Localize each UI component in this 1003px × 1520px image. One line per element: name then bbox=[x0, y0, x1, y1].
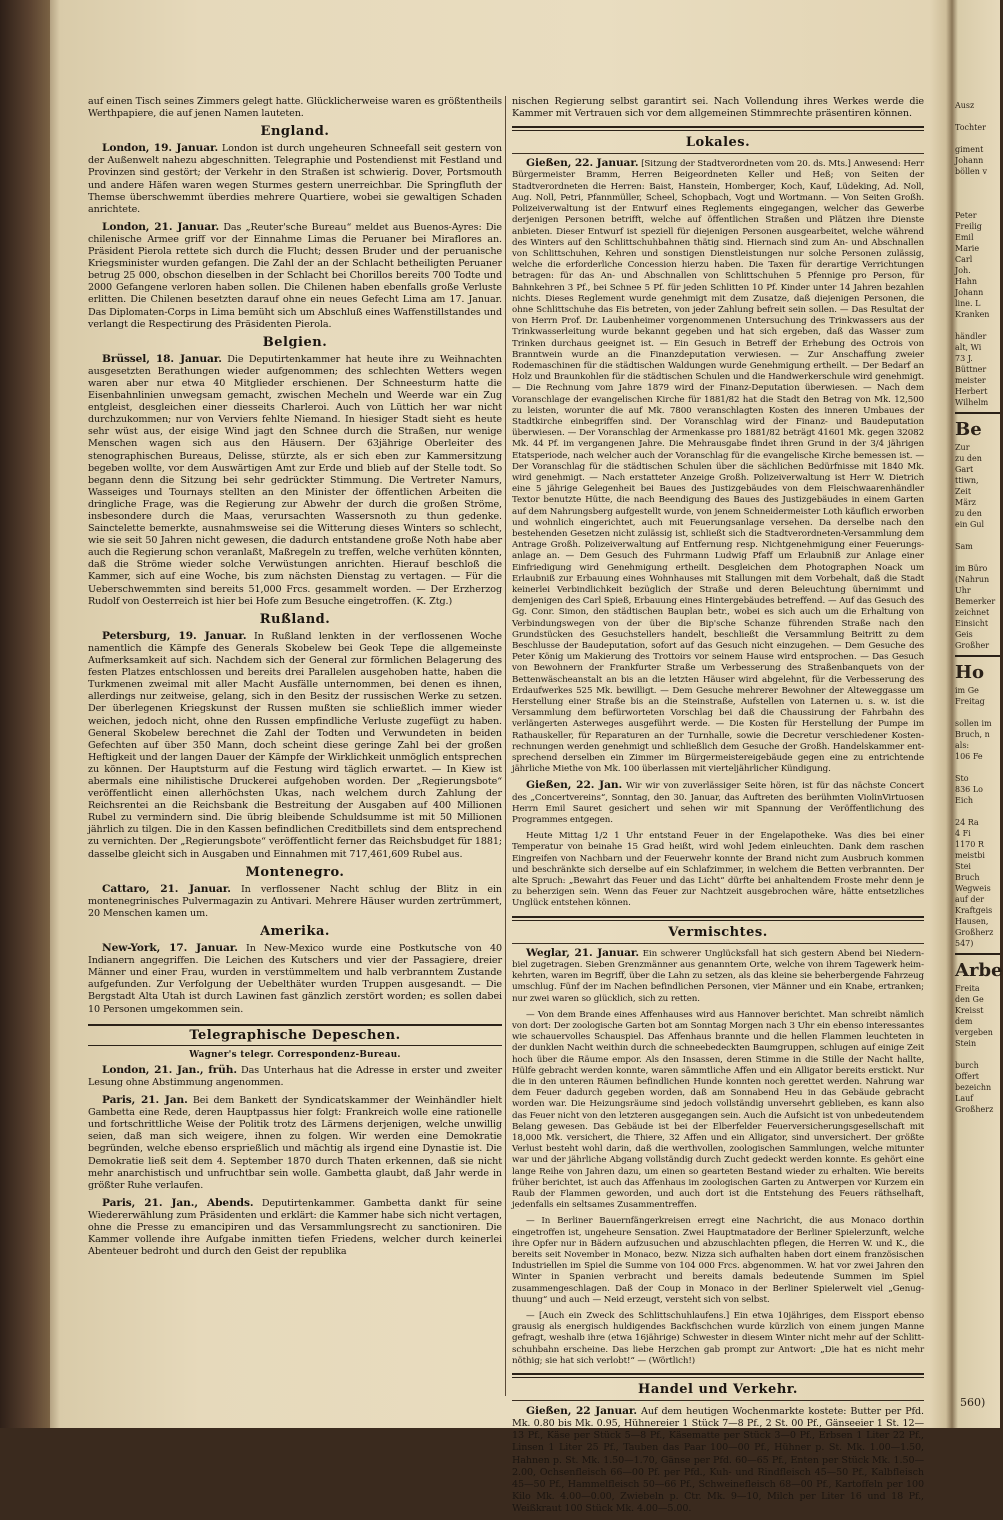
section-rule bbox=[512, 126, 924, 131]
edge-text-line: Sto bbox=[955, 774, 969, 783]
edge-text-line: Stein bbox=[955, 1039, 977, 1048]
edge-text-line: zu den bbox=[955, 454, 982, 463]
section-title-belgien: Belgien. bbox=[262, 334, 328, 350]
section-rule bbox=[512, 916, 924, 921]
edge-text-line: Johann bbox=[955, 288, 984, 297]
edge-text-line: line. L bbox=[955, 299, 981, 308]
edge-text-line bbox=[955, 707, 1000, 718]
dateline: Brüssel, 18. Januar. bbox=[102, 352, 222, 365]
article-paragraph: — In Berliner Bauernfängerkreisen erregt eine Nachricht, die aus Monaco dorthin eingetroffen ist, ungeheure Sensation. Zwei Hauptmatadore der Berliner Spielerzunft, welche ihre Opfer nur in Bädern aufzusuchen und abzuschlachten pflegen, die Herren W. und K., die bereits seit November in Monaco, bezw. Nizza sich aufhalten haben dort einem französischen Industriellen im Spiel die Summe von 104 000 Frcs. abgenommen. W. hat vor zwei Jahren den Winter in Spanien verbracht und bereits damals bedeutende Summen im Spiel zusammengeschlagen. Daß der Coup in Monaco in der Berliner Spielerwelt viel „Genugthuung“ und auch — Neid erzeugt, versteht sich von selbst. bbox=[512, 1216, 924, 1305]
edge-text-line bbox=[955, 1049, 1000, 1060]
dateline: London, 21. Januar. bbox=[102, 220, 220, 233]
article-paragraph: Paris, 21. Jan. Bei dem Bankett der Syndicatskammer der Weinhändler hielt Gambetta eine Rede, deren Hauptpassus hier folgt: Frankreich wolle eine rationelle und fortschrittliche Weise der Politik trotz des Lärmens derjenigen, welche unwillig seien, daß man sich weigere, ihnen zu folgen. Wir werden eine Demokratie begründen, welche ebenso ersprießlich und mächtig als irgend eine Dynastie ist. Die Demokratie ließ seit dem 4. September 1870 durch Thaten erkennen, daß sie nicht mehr anarchistisch und unfruchtbar sein wolle. Gambetta glaubt, daß Jahr werde in größter Ruhe verlaufen. bbox=[88, 1094, 502, 1191]
edge-text-line: im Ge bbox=[955, 686, 979, 695]
edge-text-line: 24 Ra bbox=[955, 818, 979, 827]
edge-text-line bbox=[955, 530, 1000, 541]
edge-text-line: Großher bbox=[955, 641, 990, 650]
dateline: Paris, 21. Jan. bbox=[102, 1094, 188, 1107]
edge-text-line: Lauf bbox=[955, 1094, 974, 1103]
edge-text-line: ein Gul bbox=[955, 520, 985, 529]
edge-text-line bbox=[955, 111, 1000, 122]
edge-text-line: Freilig bbox=[955, 222, 982, 231]
dateline: Petersburg, 19. Januar. bbox=[102, 629, 247, 642]
edge-text-line: giment bbox=[955, 145, 984, 154]
edge-text-line: meistbi bbox=[955, 851, 985, 860]
edge-text-line: Carl bbox=[955, 255, 973, 264]
article-paragraph: New-York, 17. Januar. In New-Mexico wurde eine Postkutsche von 40 Indianern angegriffen. Die Leichen des Kutschers und vier der Passagiere, dreier Männer und einer Frau, wurden in verstümmeltem und halb verbranntem Zustande aufgefunden. Zur Verfolgung der Uebelthäter wurden Truppen ausgesandt. — Die Bergstadt Alta Utah ist durch Lawinen fast gänzlich zerstört worden; es sollen dabei 10 Personen umgekommen sein. bbox=[88, 942, 502, 1015]
edge-text-line: Kranken bbox=[955, 310, 990, 319]
edge-text-line: Großherz bbox=[955, 1105, 994, 1114]
edge-text-line: (Nahrun bbox=[955, 575, 990, 584]
edge-text-line: zeichnet bbox=[955, 608, 990, 617]
edge-heading: Arbe bbox=[955, 960, 1003, 981]
edge-text-line: zu den bbox=[955, 509, 982, 518]
article-paragraph: — [Auch ein Zweck des Schlittschuhlaufens.] Ein etwa 10jähriges, dem Eissport ebenso grausig als energisch huldigendes Backfischchen wurde kürzlich von einem jungen Manne gefragt, weshalb ihre (etwa 16jährige) Schwester in diesem Winter nicht mehr auf der Schlittschuhbahn erscheine. Das liebe Herzchen gab prompt zur Antwort: „Die hat es nicht mehr nöthig; sie hat sich verlobt!“ — (Wörtlich!) bbox=[512, 1311, 924, 1366]
edge-text-line bbox=[955, 188, 1000, 199]
edge-text-line: Einsicht bbox=[955, 619, 989, 628]
edge-text-line: Büttner bbox=[955, 365, 987, 374]
section-subtitle: Wagner's telegr. Correspondenz-Bureau. bbox=[189, 1049, 401, 1060]
edge-text-line: auf der bbox=[955, 895, 985, 904]
edge-text-line: Uhr bbox=[955, 586, 971, 595]
dateline: Gießen, 22. Januar. bbox=[526, 157, 639, 170]
edge-text-line bbox=[955, 552, 1000, 563]
section-rule bbox=[512, 1400, 924, 1401]
edge-text-line: Ausz bbox=[955, 101, 975, 110]
edge-text-line: Wilhelm bbox=[955, 398, 989, 407]
dateline: Paris, 21. Jan., Abends. bbox=[102, 1196, 254, 1209]
edge-text-line: Tochter bbox=[955, 123, 986, 132]
edge-text-line bbox=[955, 177, 1000, 188]
edge-text-line: Bemerker bbox=[955, 597, 996, 606]
dateline: Gießen, 22 Januar. bbox=[526, 1405, 637, 1418]
edge-text-line: 73 J. bbox=[955, 354, 973, 363]
edge-text-line: Geis bbox=[955, 630, 973, 639]
edge-text-line: 106 Fe bbox=[955, 752, 983, 761]
section-title-england: England. bbox=[260, 124, 330, 140]
edge-text-line: Hahn bbox=[955, 277, 978, 286]
article-paragraph: Gießen, 22. Jan. Wir wir von zuverlässiger Seite hören, ist für das nächste Concert des „Concertvereins“, Sonntag, den 30. Januar, das Auftreten des berühmten ViolinVirtuosen Herrn Emil Sauret gesichert und sehen wir mit Spannung der Veröffentlichung des Programmes entgegen. bbox=[512, 779, 925, 826]
edge-text-line: Großherz bbox=[955, 928, 994, 937]
article-paragraph: — Von dem Brande eines Affenhauses wird aus Hannover berichtet. Man schreibt nämlich von dort: Der zoologische Garten bot am Sonntag Morgen nach 3 Uhr ein ebenso interessantes wie schauervolles Schauspiel. Das Affenhaus brannte und die hellen Flammen leuchteten in der dunklen Nacht weithin durch die schneebedeckten Baumgruppen, schlugen auf einige Zeit hoch über die Räume empor. Als den Insassen, deren Stimme in die Stille der Nacht hallte, Hülfe gebracht werden konnte, waren sämmtliche Affen und ein Alligator bereits erstickt. Nur die in den unteren Räumen befindlichen Hunde konnten noch gerettet werden. Nahrung war dem Feuer dadurch gegeben worden, daß am Sonnabend Heu in das Gebäude gebracht worden war. Die Heizungsräume sind jedoch vollständig unversehrt geblieben, es kann also das Feuer nicht von den letzteren ausgegangen sein. Auch die Aufsicht ist von unbedeutendem Belang gewesen. Das Gebäude ist bei der Elberfelder Feuerversicherungsgesellschaft mit 18,000 Mk. versichert, die Thiere, 32 Affen und ein Alligator, sind unversichert. Der größte Verlust besteht wohl darin, daß die werthvollen, zoologischen Sammlungen, welche mitunter war und der jährliche Abgang vollständig durch Zucht gedeckt werden konnte. Es gehört eine lange Reihe von Jahren dazu, um einen so gearteten Bestand wieder zu erhalten. Wie bereits früher berichtet, ist auch das Affenhaus im zoologischen Garten zu Antwerpen vor Kurzem ein Raub der Flammen geworden, und auch dort ist die Entstehung des Feuers räthselhaft, jedenfalls ein seltsames Zusammentreffen. bbox=[512, 1009, 924, 1211]
market-report: Gießen, 22 Januar. Auf dem heutigen Wochenmarkte kostete: Butter per Pfd. Mk. 0.80 bis Mk. 0.95, Hühnereier 1 Stück 7—8 Pf., 2 St. 00 Pf., Gänseeier 1 St. 12—13 Pf., Käse per Stück 5—8 Pf., Käsematte per Stück 3—0 Pf., Erbsen 1 Liter 22 Pf., Linsen 1 Liter 25 Pf., Tauben das Paar 100—00 Pf., Hühner p. St. Mk. 1.00—1.50, Hahnen p. St. Mk. 1.50—1.70, Gänse per Pfd. 60—65 Pf., Enten per Stück Mk. 1.50—2.00, Ochsenfleisch 66—00 Pf. per Pfd., Kuh- und Rindfleisch 45—50 Pf., Kalbfleisch 45—50 Pf., Hammelfleisch 50—66 Pf., Schweinefleisch 68—00 Pf., Kartoffeln per 100 Kilo Mk. 4.00—0.00, Zwiebeln p. Ctr. Mk. 9—10, Milch per Liter 16 und 18 Pf., Weißkraut 100 Stück Mk. 4.00—5.00. bbox=[512, 1405, 924, 1514]
edge-text-line: Sam bbox=[955, 542, 973, 551]
article-paragraph: Heute Mittag 1/2 1 Uhr entstand Feuer in der Engelapotheke. Was dies bei einer Temperatur von beinahe 15 Grad heißt, wird wohl Jedem einleuchten. Dank dem raschen Eingreifen von Nachbarn und der Feuerwehr konnte der Brand nicht zum Ausbruch kommen und beschränkte sich derselbe auf ein Schlafzimmer, in welchem die Betten verbrannten. Der alte Spruch: „Bewahrt das Feuer und das Licht“ dürfte bei anhaltendem Froste mehr denn je zu beherzigen sein. Wenn das Feuer zur Nachtzeit ausgebrochen wäre, hätte entsetzliches Unglück entstehen können. bbox=[512, 831, 924, 909]
edge-rule bbox=[955, 412, 1000, 414]
right-column bbox=[512, 96, 924, 1520]
book-binding bbox=[0, 0, 50, 1428]
section-rule bbox=[512, 943, 924, 944]
section-title-lokales: Lokales. bbox=[685, 135, 751, 151]
column-divider bbox=[505, 96, 506, 1396]
edge-text-line: dem bbox=[955, 1017, 973, 1026]
edge-text-line: Zur bbox=[955, 443, 970, 452]
edge-text-line: Bruch, n bbox=[955, 730, 990, 739]
edge-text-line: Stei bbox=[955, 862, 971, 871]
edge-text-line: 547) bbox=[955, 939, 974, 948]
edge-text-line: böllen v bbox=[955, 167, 988, 176]
edge-text-line bbox=[955, 199, 1000, 210]
edge-text-line bbox=[955, 320, 1000, 331]
edge-text-line: bezeichn bbox=[955, 1083, 992, 1092]
section-title-amerika: Amerika. bbox=[260, 924, 330, 939]
edge-rule bbox=[955, 655, 1000, 657]
edge-text-line: als: bbox=[955, 741, 970, 750]
newspaper-page bbox=[60, 0, 950, 1514]
edge-text-line: Freitag bbox=[955, 697, 985, 706]
continued-paragraph: nischen Regierung selbst garantirt sei. Nach Vollendung ihres Werkes werde die Kammer mit Vertrauen sich vor dem allgemeinen Stimmrechte präsentiren können. bbox=[512, 96, 924, 120]
edge-text-line: Eich bbox=[955, 796, 974, 805]
edge-text-line: Joh. bbox=[955, 266, 971, 275]
edge-text-line bbox=[955, 806, 1000, 817]
edge-text-line: 836 Lo bbox=[955, 785, 983, 794]
dateline: Cattaro, 21. Januar. bbox=[102, 882, 231, 895]
edge-rule bbox=[955, 953, 1000, 955]
dateline: Weglar, 21. Januar. bbox=[526, 946, 639, 959]
adjacent-page-edge bbox=[955, 100, 1003, 1115]
edge-text-line bbox=[955, 762, 1000, 773]
edge-text-line: im Büro bbox=[955, 564, 988, 573]
article-paragraph: Petersburg, 19. Januar. In Rußland lenkten in der verflossenen Woche namentlich die Kämpfe des Generals Skobelew bei Geok Tepe die allgemeinste Aufmerksamkeit auf sich. Nachdem sich der General zur förmlichen Belagerung des festen Platzes entschlossen und bereits drei Parallelen ausgehoben hatte, haben die Turkmenen zweimal mit aller Macht Ausfälle unternommen, bei denen es ihnen, allerdings nur zeitweise, gelang, sich in den Besitz der russischen Werke zu setzen. Der überlegenen Kriegskunst der Russen mußten sie schließlich immer wieder weichen, jedoch nicht, ohne den Russen empfindliche Verluste zugefügt zu haben. General Skobelew berechnet die Zahl der Todten und Verwundeten in beiden Gefechten auf über 350 Mann, doch scheint diese geringe Zahl bei der großen Heftigkeit und der langen Dauer der Kämpfe der Wirklichkeit unmöglich entsprechen zu können. Der Hauptsturm auf die Festung wird täglich erwartet. — In Kiew ist abermals eine nihilistische Druckerei aufgehoben worden. Der „Regierungsbote“ veröffentlicht einen allerhöchsten Ukas, nach welchem durch Zahlung der Reichsrentei an die Reichsbank die Bestreitung der Ausgaben auf 400 Millionen Rubel zu vermindern sind. Die übrig bleibende Schuldsumme ist mit 50 Millionen jährlich zu tilgen. Die in den Kassen befindlichen Creditbillets sind dem entsprechend zu vernichten. Der „Regierungsbote“ veröffentlicht ferner das Reichsbudget für 1881; dasselbe gleicht sich in Ausgaben und Einnahmen mit 717,461,609 Rubel aus. bbox=[88, 629, 502, 860]
section-title-russland: Rußland. bbox=[259, 611, 331, 627]
section-title-montenegro: Montenegro. bbox=[245, 864, 345, 880]
section-title-handel: Handel und Verkehr. bbox=[638, 1382, 798, 1398]
intro-paragraph: auf einen Tisch seines Zimmers gelegt hatte. Glücklicherweise waren es größtentheils Werthpapiere, die auf jenen Namen lauteten. bbox=[88, 96, 502, 120]
edge-text-line: Peter bbox=[955, 211, 977, 220]
edge-text-line: Hausen, bbox=[955, 917, 989, 926]
dateline: Gießen, 22. Jan. bbox=[526, 779, 623, 792]
article-paragraph: London, 19. Januar. London ist durch ungeheuren Schneefall seit gestern von der Außenwelt nahezu abgeschnitten. Telegraphie und Postendienst mit Festland und Provinzen sind gestört; der Verkehr in den Straßen ist schwierig. Dover, Portsmouth und andere Häfen waren wegen Sturmes gestern unerreichbar. Die Springfluth der Themse überschwemmt überdies mehrere Quartiere, wobei sie gewaltigen Schaden anrichtete. bbox=[88, 142, 503, 215]
edge-text-line: den Ge bbox=[955, 995, 984, 1004]
edge-heading: Be bbox=[955, 419, 982, 440]
edge-text-line: sollen im bbox=[955, 719, 992, 728]
article-paragraph: Cattaro, 21. Januar. In verflossener Nacht schlug der Blitz in ein montenegrinisches Pulvermagazin zu Antivari. Mehrere Häuser wurden zertrümmert, 20 Menschen kamen um. bbox=[88, 882, 503, 919]
edge-heading: Ho bbox=[955, 662, 985, 683]
edge-text-line: Wegweis bbox=[955, 884, 991, 893]
edge-text-line: vergeben bbox=[955, 1028, 993, 1037]
edge-text-line: 4 Fi bbox=[955, 829, 971, 838]
article-paragraph: Gießen, 22. Januar. [Sitzung der Stadtverordneten vom 20. ds. Mts.] Anwesend: Herr Bürgermeister Bramm, Herren Beigeordneten Keller und Heß; von Seiten der Stadtverordneten die Herren: Baist, Hanstein, Homberger, Koch, Kauf, Lüdeking, Ad. Noll, Aug. Noll, Petri, Pfannmüller, Scheel, Schopbach, Vogt und Wortmann. — Von Seiten Großh. Polizeiverwaltung ist der Entwurf eines Reglements eingegangen, welcher das Gewerbe derjenigen Personen betrifft, welche auf öffentlichen Straßen und Plätzen ihre Dienste anbieten. Dieser Entwurf ist speziell für diejenigen Personen ausgearbeitet, welche während des Winters auf den Schlittschuhbahnen thätig sind. Hiernach sind zum An- und Abschnallen von Schlittschuhen, Kehren und sonstigen Dienstleistungen nur solche Personen zulässig, welche die erforderliche Concession hierzu haben. Die Taxen für derartige Verrichtungen betragen: für das An- und Abschnallen von Schlittschuhen 5 Pfennige pro Person, für Bahnkehren 3 Pf., bei Schnee 5 Pf. für jeden Schlitten 10 Pf. Kinder unter 14 Jahren bezahlen nichts. Dieses Reglement wurde genehmigt mit dem Zusatze, daß diejenigen Personen, die ohne Schlittschuhe das Eis betreten, von jeder Zahlung befreit sein sollen. — Das Resultat der von Herrn Prof. Dr. Laubenheimer vorgenommenen Untersuchung des Trinkwassers aus der Trinkwasserleitung wurde bekannt gegeben und hat sich ergeben, daß das Wasser zum Trinken durchaus geeignet ist. — Ein Gesuch in Betreff der Erhebung des Octrois von Branntwein wurde an die Finanzdeputation verwiesen. — Zur Anschaffung zweier Rodemaschinen für die städtischen Waldungen wurde Genehmigung ertheilt. — Der Bedarf an Holz und Braunkohlen für die städtischen Schulen und die Handwerkerschule wird genehmigt. — Die Rechnung vom Jahre 1879 wird der Finanz-Deputation überwiesen. — Nach dem Voranschlage der evangelischen Kirche für 1881/82 hat die Stadt den Betrag von Mk. 12,500 zu leisten, worunter die auf Mk. 7800 veranschlagten Kosten des inneren Umbaues der Stadtkirche einbegriffen sind. Der Voranschlag wird der Finanz- und Baudeputation überwiesen. — Der Voranschlag der Armenkasse pro 1881/82 beträgt 41601 Mk. gegen 32082 Mk. 44 Pf. im vergangenen Jahre. Die Mehrausgabe findet ihren Grund in der 3/4 jährigen Etatsperiode, nach welcher auch der Voranschlag für die evangelische Kirche bemessen ist. — Der Voranschlag für die städtischen Schulen über die sächlichen Bedürfnisse mit 1840 Mk. wird genehmigt. — Nach erstatteter Anzeige Großh. Polizeiverwaltung ist Herr W. Dietrich eine 5 jährige Gelegenheit bei Baues des Justizgebäudes von dem Fleischwaarenhändler Textor benutzte Hütte, die nach Beendigung des Baues des Justizgebäudes in einem Garten auf dem Nahrungsberg aufgestellt wurde, von jenem Schneidermeister Loth käuflich erworben und wohnlich eingerichtet, auch mit Feuerungsanlage versehen. Da derselbe nach den bestehenden Gesetzen nicht zulässig ist, schließt sich die Stadtverordneten-Versammlung dem Antrage Großh. Polizeiverwaltung auf Entfernung resp. Nichtgenehmigung einer Feuerungsanlage an. — Dem Gesuch des Fuhrmann Ludwig Pfaff um Erlaubniß zur Anlage einer Einfriedigung wird Genehmigung ertheilt. Desgleichen dem Photographen Noack um Erlaubniß zur Erbauung eines Wohnhauses mit Stallungen mit dem Vorbehalt, daß die Stadt keinerlei Verbindlichkeit bezüglich der Straße und deren Beleuchtung übernimmt und demjenigen des Carl Spieß, Erbauung eines Hintergebäudes betreffend. — Auf das Gesuch des Gg. Conr. Simon, den städtischen Bauplan betr., wobei es sich auch um die Erhaltung von Verbindungswegen von der über die Bip'sche Schanze führenden Straße nach den Grundstücken des Gesuchstellers handelt, beschließt die Versammlung Beitritt zu dem Beschlusse der Baudeputation, sofort auf das Gesuch nicht einzugehen. — Dem Gesuche des Peter König um Makierung des Trottoirs vor seinem Hause wird entsprochen. — Das Gesuch von Bewohnern der Frankfurter Straße um Verbesserung des Straßenbanquets von der Bettenwäscheanstalt an bis an die letzten Häuser wird abgelehnt, für die Verbesserung des Erdaufwerkes 525 Mk. bewilligt. — Dem Gesuche mehrerer Bewohner der Alteweggasse um Herstellung einer Straße bis an die Steinstraße, Aufstellen von Laternen u. s. w. ist die Versammlung dem befürworteten Vorschlag bei daß die Chaussirung der Fahrbahn des verlängerten Asterweges ausgeführt werde. — Die Kosten für Herstellung der Pumpe im Rathauskeller, für Reparaturen an der Turnhalle, sowie die Decretur verschiedener Kostenrechnungen werden genehmigt und schließlich dem Gesuche der Großh. Handelskammer entsprechend derselben ein Zimmer im Bürgermeistereigebäude gegen eine zu entrichtende jährliche Miethe von Mk. 100 überlassen mit vierteljährlicher Kündigung. bbox=[512, 157, 925, 775]
edge-text-line: meister bbox=[955, 376, 986, 385]
edge-text-line: händler bbox=[955, 332, 987, 341]
article-paragraph: Paris, 21. Jan., Abends. Deputirtenkammer. Gambetta dankt für seine Wiedererwählung zum Präsidenten und erklärt: die Kammer habe sich nicht vertagen, ohne die Presse zu emancipiren und das Versammlungsrecht zu sanctioniren. Die Kammer vollende ihre Aufgabe inmitten tiefen Friedens, welcher durch keinerlei Abenteuer bedroht und durch den Geist der republika bbox=[88, 1196, 502, 1258]
edge-text-line: Johann bbox=[955, 156, 984, 165]
article-paragraph: London, 21. Jan., früh. Das Unterhaus hat die Adresse in erster und zweiter Lesung ohne Abstimmung angenommen. bbox=[88, 1063, 502, 1088]
edge-text-line: Kreisst bbox=[955, 1006, 984, 1015]
article-paragraph: Weglar, 21. Januar. Ein schwerer Unglücksfall hat sich gestern Abend bei Niedernbiel zugetragen. Sieben Grenzmänner aus genanntem Orte, welche von ihrem Tagewerk heimkehrten, waren im Begriff, über die Lahn zu setzen, als das kleine sie beherbergende Fahrzeug umschlug. Fünf der im Nachen befindlichen Personen, vier Männer und ein Knabe, ertranken; nur zwei waren so glücklich, sich zu retten. bbox=[512, 946, 924, 1004]
edge-text-line: alt, Wi bbox=[955, 343, 982, 352]
edge-text-line: Kraftgeis bbox=[955, 906, 993, 915]
edge-text-line: Herbert bbox=[955, 387, 988, 396]
article-paragraph: Brüssel, 18. Januar. Die Deputirtenkammer hat heute ihre zu Weihnachten ausgesetzten Berathungen wieder aufgenommen; des schlechten Wetters wegen waren aber nur etwa 40 Mitglieder erschienen. Der Schneesturm hatte die Eisenbahnlinien unwegsam gemacht, zwischen Mecheln und Weerde war ein Zug entgleist, desgleichen einer diesseits Charleroi. Auch von Lüttich her war nicht durchzukommen; nur von Verviers fehlte Niemand. In hiesiger Stadt sieht es heute sehr wüst aus, der eisige Wind jagt den Schnee durch die Straßen, nur wenige Menschen wagen sich aus den Häusern. Der 63jährige Oberleiter des stenographischen Bureaus, Delisse, stürzte, als er sich eben zur Kammersitzung begeben wollte, vor dem Auswärtigen Amt zur Erde und blieb auf der Stelle todt. So begann denn die Sitzung bei sehr gedrückter Stimmung. Die Vertreter Namurs, Wasseiges und Tournays stellten an den Minister der öffentlichen Arbeiten die dringliche Frage, was die Regierung zur Abwehr der durch die großen Ströme, insbesondere durch die Maas, verursachten Wassersnoth zu thun gedenke. Sainctelette bemerkte, ausnahmsweise sei die Witterung dieses Winters so schlecht, wie sie seit 50 Jahren nicht gewesen, die dadurch entstandene große Noth habe aber auch die Regierung schon veranlaßt, Maßregeln zu treffen, welche verhüten könnten, daß die Ströme wieder solche Verwüstungen anrichten. Hierauf beschloß die Kammer, sich auf eine Woche, bis zum nächsten Dienstag zu vertagen. — Für die Ueberschwemmten sind bereits 51,000 Frcs. gesammelt worden. — Der Erzherzog Rudolf von Oesterreich ist hier bei Hofe zum Besuche eingetroffen. (K. Ztg.) bbox=[88, 352, 502, 607]
edge-text-line: Marie bbox=[955, 244, 980, 253]
edge-text-line: März bbox=[955, 498, 976, 507]
edge-text-line: Freita bbox=[955, 984, 980, 993]
edge-text-line: ttiwn, bbox=[955, 476, 979, 485]
edge-text-line: Emil bbox=[955, 233, 974, 242]
dateline: London, 19. Januar. bbox=[102, 142, 219, 155]
section-rule bbox=[512, 1373, 924, 1378]
section-title-telegramme: Telegraphische Depeschen. bbox=[88, 1024, 502, 1046]
edge-text-line: Bruch bbox=[955, 873, 980, 882]
dateline: New-York, 17. Januar. bbox=[102, 942, 238, 955]
edge-text-line: Gart bbox=[955, 465, 974, 474]
section-title-vermischtes: Vermischtes. bbox=[668, 924, 768, 940]
section-rule bbox=[512, 153, 924, 154]
edge-text-line: 1170 R bbox=[955, 840, 984, 849]
edge-text-line: Offert bbox=[955, 1072, 980, 1081]
left-column bbox=[88, 96, 502, 1263]
edge-text-line: burch bbox=[955, 1061, 979, 1070]
edge-text-line: Zeit bbox=[955, 487, 972, 496]
dateline: London, 21. Jan., früh. bbox=[102, 1063, 237, 1076]
page-number: 560) bbox=[960, 1396, 986, 1409]
edge-text-line bbox=[955, 133, 1000, 144]
article-paragraph: London, 21. Januar. Das „Reuter'sche Bureau“ meldet aus Buenos-Ayres: Die chilenische Armee griff vor der Einnahme Limas die Peruaner bei Miraflores an. Präsident Pierola rettete sich durch die Flucht; dessen Bruder und der peruanische Kriegsminister wurden gefangen. Die Zahl der an der Schlacht betheiligten Peruaner betrug 25 000, obschon dieselben in der Schlacht bei Chorillos bereits 700 Todte und 2000 Gefangene verloren haben sollen. Die Chilenen haben ebenfalls große Verluste erlitten. Die Chilenen besetzten darauf ohne ein neues Gefecht Lima am 17. Januar. Das Diplomaten-Corps in Lima bemüht sich um Abschluß eines Waffenstillstandes und verlangt die Respectirung des Präsidenten Pierola. bbox=[88, 220, 502, 330]
